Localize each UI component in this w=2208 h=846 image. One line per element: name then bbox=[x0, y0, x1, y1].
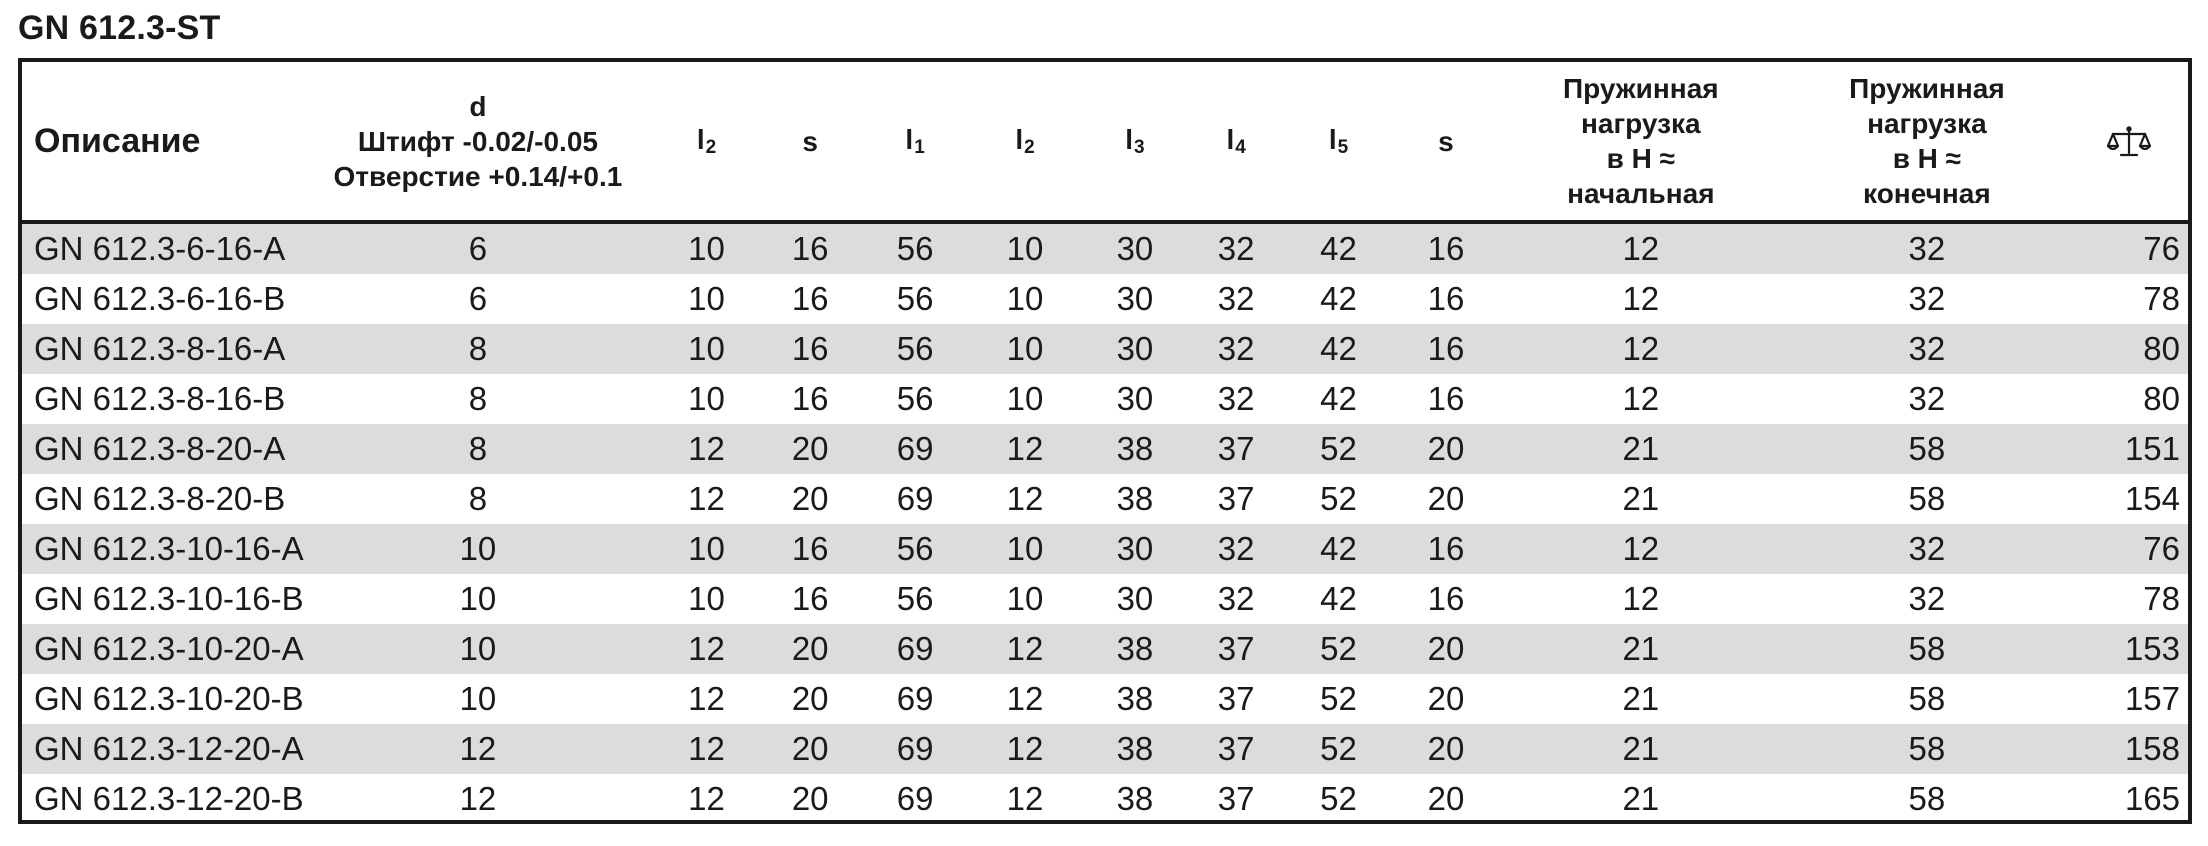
cell-l3: 30 bbox=[1116, 580, 1154, 617]
table-row bbox=[22, 724, 2188, 774]
cell-spring-load-start: 21 bbox=[1622, 480, 1660, 517]
cell-spring-load-start: 12 bbox=[1622, 380, 1660, 417]
cell-l2-a: 12 bbox=[653, 624, 760, 674]
cell-spring-load-start: 21 bbox=[1497, 424, 1784, 474]
cell-l2-b: 10 bbox=[970, 222, 1080, 274]
cell-s-b: 16 bbox=[1427, 380, 1465, 417]
cell-l1: 56 bbox=[860, 524, 970, 574]
cell-description: GN 612.3-8-20-B bbox=[34, 480, 286, 517]
cell-l5: 52 bbox=[1320, 680, 1357, 717]
cell-spring-load-start: 12 bbox=[1622, 280, 1660, 317]
cell-l2-a: 10 bbox=[688, 580, 725, 617]
cell-l2-a: 10 bbox=[688, 380, 725, 417]
cell-l3: 38 bbox=[1116, 680, 1154, 717]
header-l2-a: l2 bbox=[653, 62, 760, 222]
cell-l3: 30 bbox=[1080, 324, 1190, 374]
cell-s-b: 20 bbox=[1427, 480, 1465, 517]
cell-spring-load-end: 58 bbox=[1908, 480, 1946, 517]
table-row bbox=[22, 774, 2188, 824]
cell-description: GN 612.3-8-20-A bbox=[22, 424, 303, 474]
table-row bbox=[22, 424, 2188, 474]
cell-s-a: 20 bbox=[791, 680, 829, 717]
cell-l4: 32 bbox=[1190, 222, 1282, 274]
cell-l1: 56 bbox=[860, 222, 970, 274]
cell-l3: 38 bbox=[1116, 480, 1154, 517]
cell-l1: 69 bbox=[860, 424, 970, 474]
cell-l3: 38 bbox=[1080, 724, 1190, 774]
cell-s-b: 16 bbox=[1395, 524, 1497, 574]
cell-l4: 37 bbox=[1190, 724, 1282, 774]
cell-l3: 30 bbox=[1080, 524, 1190, 574]
cell-description: GN 612.3-8-16-B bbox=[34, 380, 286, 417]
cell-description: GN 612.3-10-16-B bbox=[34, 580, 304, 617]
cell-l4: 37 bbox=[1217, 780, 1255, 817]
header-weight bbox=[2069, 62, 2188, 222]
cell-l5: 52 bbox=[1320, 780, 1357, 817]
header-s-a: s bbox=[760, 62, 860, 222]
cell-d: 6 bbox=[468, 280, 488, 317]
cell-description: GN 612.3-12-20-A bbox=[22, 724, 303, 774]
cell-l5: 52 bbox=[1282, 724, 1394, 774]
cell-d: 10 bbox=[303, 624, 653, 674]
cell-s-b: 16 bbox=[1427, 580, 1465, 617]
cell-spring-load-end: 32 bbox=[1908, 280, 1946, 317]
cell-l2-b: 12 bbox=[970, 724, 1080, 774]
cell-l4: 32 bbox=[1190, 524, 1282, 574]
cell-spring-load-start: 21 bbox=[1497, 624, 1784, 674]
cell-d: 8 bbox=[468, 380, 488, 417]
header-s-b: s bbox=[1395, 62, 1497, 222]
cell-d: 6 bbox=[303, 222, 653, 274]
cell-s-b: 16 bbox=[1395, 222, 1497, 274]
cell-d: 12 bbox=[459, 780, 497, 817]
cell-l5: 42 bbox=[1282, 324, 1394, 374]
cell-l4: 37 bbox=[1190, 424, 1282, 474]
header-l4: l4 bbox=[1190, 62, 1282, 222]
cell-s-a: 20 bbox=[791, 780, 829, 817]
cell-d: 10 bbox=[303, 524, 653, 574]
cell-description: GN 612.3-6-16-B bbox=[34, 280, 286, 317]
spec-table-frame bbox=[18, 58, 2192, 824]
cell-l5: 52 bbox=[1282, 424, 1394, 474]
cell-description: GN 612.3-10-16-A bbox=[22, 524, 303, 574]
cell-l3: 38 bbox=[1116, 780, 1154, 817]
cell-l1: 69 bbox=[860, 624, 970, 674]
cell-l4: 32 bbox=[1217, 580, 1255, 617]
cell-s-b: 20 bbox=[1395, 424, 1497, 474]
scale-icon bbox=[2107, 125, 2151, 159]
cell-l2-b: 12 bbox=[970, 424, 1080, 474]
cell-spring-load-end: 58 bbox=[1784, 724, 2069, 774]
cell-s-a: 16 bbox=[791, 580, 829, 617]
cell-l3: 38 bbox=[1080, 624, 1190, 674]
cell-l2-a: 10 bbox=[653, 324, 760, 374]
spec-table bbox=[22, 62, 2188, 824]
table-row bbox=[22, 222, 2188, 274]
cell-l2-a: 12 bbox=[688, 480, 725, 517]
header-d-hole-tolerance: Отверстие +0.14/+0.1 bbox=[333, 160, 623, 192]
cell-l5: 42 bbox=[1282, 222, 1394, 274]
cell-spring-load-start: 12 bbox=[1622, 580, 1660, 617]
cell-s-a: 16 bbox=[760, 324, 860, 374]
cell-l2-b: 10 bbox=[1006, 580, 1044, 617]
cell-l2-b: 12 bbox=[1006, 680, 1044, 717]
cell-spring-load-end: 32 bbox=[1908, 580, 1946, 617]
table-row bbox=[22, 324, 2188, 374]
cell-spring-load-start: 21 bbox=[1497, 724, 1784, 774]
cell-l3: 30 bbox=[1116, 380, 1154, 417]
cell-s-a: 20 bbox=[791, 480, 829, 517]
cell-s-b: 16 bbox=[1427, 280, 1465, 317]
cell-l5: 42 bbox=[1320, 580, 1357, 617]
cell-l5: 52 bbox=[1282, 624, 1394, 674]
cell-l1: 56 bbox=[860, 324, 970, 374]
table-header bbox=[22, 62, 2188, 222]
cell-description: GN 612.3-8-16-A bbox=[22, 324, 303, 374]
cell-weight: 165 bbox=[2124, 780, 2180, 817]
header-d-symbol: d bbox=[469, 90, 487, 122]
cell-s-a: 20 bbox=[760, 424, 860, 474]
cell-l2-b: 12 bbox=[970, 624, 1080, 674]
cell-s-b: 20 bbox=[1427, 680, 1465, 717]
cell-weight: 158 bbox=[2069, 724, 2188, 774]
cell-s-a: 16 bbox=[760, 222, 860, 274]
cell-weight: 78 bbox=[2143, 580, 2180, 617]
cell-l2-a: 12 bbox=[688, 780, 725, 817]
cell-description: GN 612.3-12-20-B bbox=[34, 780, 304, 817]
cell-weight: 80 bbox=[2069, 324, 2188, 374]
cell-spring-load-end: 58 bbox=[1784, 424, 2069, 474]
cell-l1: 69 bbox=[896, 680, 934, 717]
cell-spring-load-start: 12 bbox=[1497, 222, 1784, 274]
cell-spring-load-end: 58 bbox=[1908, 680, 1946, 717]
cell-spring-load-start: 12 bbox=[1497, 324, 1784, 374]
cell-weight: 80 bbox=[2143, 380, 2180, 417]
page-title: GN 612.3-ST bbox=[18, 9, 221, 47]
cell-l5: 42 bbox=[1320, 380, 1357, 417]
header-spring-load-end: Пружинная нагрузка в Н ≈ конечная bbox=[1784, 62, 2069, 222]
cell-d: 10 bbox=[459, 580, 497, 617]
cell-l5: 52 bbox=[1320, 480, 1357, 517]
cell-s-b: 16 bbox=[1395, 324, 1497, 374]
cell-spring-load-end: 32 bbox=[1784, 324, 2069, 374]
cell-l2-b: 12 bbox=[1006, 480, 1044, 517]
cell-description: GN 612.3-10-20-B bbox=[34, 680, 304, 717]
cell-l2-a: 10 bbox=[653, 524, 760, 574]
cell-l3: 30 bbox=[1080, 222, 1190, 274]
cell-d: 8 bbox=[303, 424, 653, 474]
cell-l1: 56 bbox=[896, 280, 934, 317]
cell-s-a: 16 bbox=[791, 380, 829, 417]
cell-l2-b: 10 bbox=[970, 524, 1080, 574]
cell-l2-a: 10 bbox=[688, 280, 725, 317]
table-row bbox=[22, 374, 2188, 424]
cell-d: 8 bbox=[468, 480, 488, 517]
cell-weight: 153 bbox=[2069, 624, 2188, 674]
header-row bbox=[22, 62, 2188, 222]
cell-weight: 76 bbox=[2069, 222, 2188, 274]
cell-weight: 154 bbox=[2124, 480, 2180, 517]
cell-s-a: 20 bbox=[760, 724, 860, 774]
cell-l4: 32 bbox=[1217, 280, 1255, 317]
cell-weight: 78 bbox=[2143, 280, 2180, 317]
cell-spring-load-start: 21 bbox=[1622, 780, 1660, 817]
header-l5: l5 bbox=[1282, 62, 1394, 222]
cell-l2-a: 10 bbox=[653, 222, 760, 274]
cell-l4: 32 bbox=[1190, 324, 1282, 374]
cell-s-a: 16 bbox=[791, 280, 829, 317]
cell-l2-a: 12 bbox=[653, 724, 760, 774]
table-row bbox=[22, 624, 2188, 674]
cell-l2-b: 10 bbox=[1006, 380, 1044, 417]
cell-l1: 69 bbox=[860, 724, 970, 774]
cell-s-b: 20 bbox=[1395, 724, 1497, 774]
cell-spring-load-end: 32 bbox=[1908, 380, 1946, 417]
cell-l3: 30 bbox=[1116, 280, 1154, 317]
cell-spring-load-end: 58 bbox=[1908, 780, 1946, 817]
cell-l1: 69 bbox=[896, 480, 934, 517]
cell-l4: 32 bbox=[1217, 380, 1255, 417]
cell-spring-load-end: 58 bbox=[1784, 624, 2069, 674]
header-l3: l3 bbox=[1080, 62, 1190, 222]
cell-l1: 69 bbox=[896, 780, 934, 817]
cell-d: 12 bbox=[303, 724, 653, 774]
header-d bbox=[303, 62, 653, 222]
cell-l2-b: 10 bbox=[970, 324, 1080, 374]
cell-weight: 151 bbox=[2069, 424, 2188, 474]
cell-l5: 42 bbox=[1320, 280, 1357, 317]
cell-spring-load-start: 12 bbox=[1497, 524, 1784, 574]
cell-d: 8 bbox=[303, 324, 653, 374]
header-description: Описание bbox=[22, 62, 303, 222]
cell-l3: 38 bbox=[1080, 424, 1190, 474]
cell-s-a: 20 bbox=[760, 624, 860, 674]
header-l1: l1 bbox=[860, 62, 970, 222]
table-row bbox=[22, 674, 2188, 724]
cell-l4: 37 bbox=[1217, 680, 1255, 717]
cell-spring-load-end: 32 bbox=[1784, 524, 2069, 574]
header-spring-load-start: Пружинная нагрузка в Н ≈ начальная bbox=[1497, 62, 1784, 222]
cell-description: GN 612.3-6-16-A bbox=[22, 222, 303, 274]
cell-l4: 37 bbox=[1217, 480, 1255, 517]
cell-spring-load-start: 21 bbox=[1622, 680, 1660, 717]
cell-d: 10 bbox=[459, 680, 497, 717]
table-row bbox=[22, 524, 2188, 574]
cell-l2-a: 12 bbox=[653, 424, 760, 474]
cell-spring-load-end: 32 bbox=[1784, 222, 2069, 274]
table-row bbox=[22, 474, 2188, 524]
cell-l1: 56 bbox=[896, 580, 934, 617]
cell-s-b: 20 bbox=[1395, 624, 1497, 674]
table-body bbox=[22, 222, 2188, 824]
table-row bbox=[22, 574, 2188, 624]
cell-description: GN 612.3-10-20-A bbox=[22, 624, 303, 674]
table-row bbox=[22, 274, 2188, 324]
cell-s-b: 20 bbox=[1427, 780, 1465, 817]
cell-l2-a: 12 bbox=[688, 680, 725, 717]
cell-weight: 76 bbox=[2069, 524, 2188, 574]
header-l2-b: l2 bbox=[970, 62, 1080, 222]
cell-weight: 157 bbox=[2124, 680, 2180, 717]
cell-l2-b: 12 bbox=[1006, 780, 1044, 817]
header-d-pin-tolerance: Штифт -0.02/-0.05 bbox=[357, 125, 598, 157]
cell-l5: 42 bbox=[1282, 524, 1394, 574]
cell-l4: 37 bbox=[1190, 624, 1282, 674]
cell-s-a: 16 bbox=[760, 524, 860, 574]
cell-l2-b: 10 bbox=[1006, 280, 1044, 317]
cell-l1: 56 bbox=[896, 380, 934, 417]
